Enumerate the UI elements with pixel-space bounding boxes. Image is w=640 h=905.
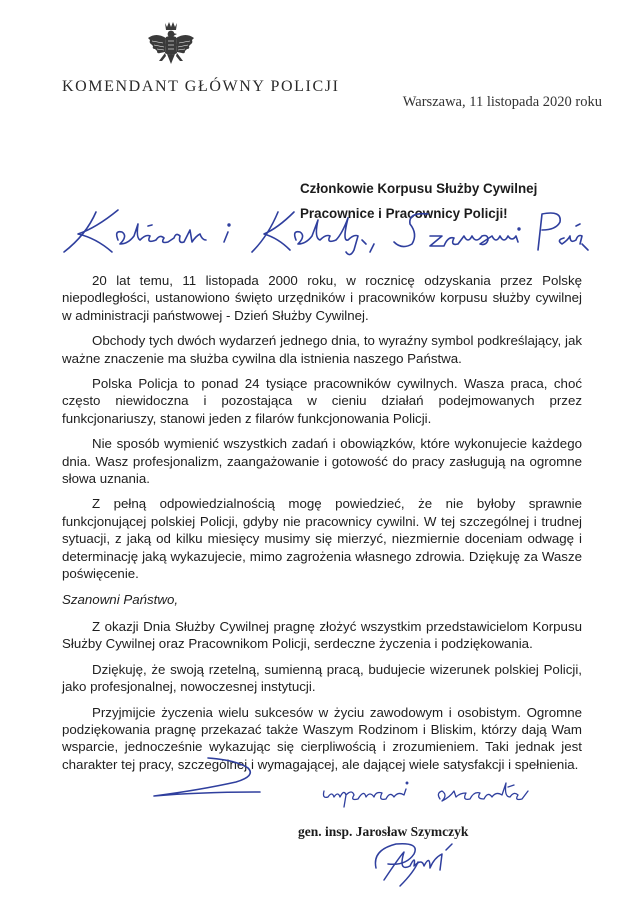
addressee-line-2: Pracownice i Pracownicy Policji! (300, 206, 508, 221)
paragraph: Z okazji Dnia Służby Cywilnej pragnę złożyć wszystkim przedstawicielom Korpusu Służby Cywilnej oraz Pracownikom Policji, serdeczne życzenia i podziękowania. (62, 618, 582, 652)
signature (370, 836, 480, 896)
paragraph: Obchody tych dwóch wydarzeń jednego dnia, to wyraźny symbol podkreślający, jak ważne znaczenie ma służba cywilna dla istnienia naszego Państwa. (62, 333, 582, 366)
paragraph: 20 lat temu, 11 listopada 2000 roku, w rocznicę odzyskania przez Polskę niepodległości, ustanowiono święto urzędników i pracowników korpusu służby cywilnej w administracji państwowej - Dzień Służby Cywilnej. (62, 273, 582, 323)
paragraph: Dziękuję, że swoją rzetelną, sumienną pracą, budujecie wizerunek polskiej Policji, jako profesjonalnej, nowoczesnej instytucji. (62, 661, 582, 695)
place-and-date: Warszawa, 11 listopada 2020 roku (402, 94, 602, 110)
addressee-line-1: Członkowie Korpusu Służby Cywilnej (300, 181, 538, 196)
ink-flourish (140, 752, 290, 802)
handwritten-closing (318, 775, 558, 815)
paragraph: Polska Policja to ponad 24 tysiące pracowników cywilnych. Wasza praca, choć często niewidoczna i pozostająca w cieniu działań podejmowanych przez funkcjonariuszy, stanowi jeden z filarów funkcjonowania Policji. (62, 376, 582, 426)
paragraph: Z pełną odpowiedzialnością mogę powiedzieć, że nie byłoby sprawnie funkcjonującej polskiej Policji, gdyby nie pracownicy cywilni. W tej szczególnej i trudnej sytuacji, z jaką od kilku miesięcy musimy się mierzyć, niezmiernie doceniam odwagę i determinację jaką wykazujecie, mimo zagrożenia własnego zdrowia. Dziękuję za Wasze poświęcenie. (62, 496, 582, 582)
salutation: Szanowni Państwo, (62, 591, 179, 607)
handwritten-greeting (56, 200, 596, 262)
organization-name: KOMENDANT GŁÓWNY POLICJI (62, 78, 340, 95)
paragraph: Nie sposób wymienić wszystkich zadań i obowiązków, które wykonujecie każdego dnia. Wasz profesjonalizm, zaangażowanie i gotowość do pracy zasługują na ogromne słowa uznania. (62, 436, 582, 487)
letter-body (62, 272, 582, 781)
polish-eagle-emblem-icon (146, 20, 196, 74)
signatory-name: gen. insp. Jarosław Szymczyk (298, 824, 469, 839)
paragraph: Przyjmijcie życzenia wielu sukcesów w życiu zawodowym i osobistym. Ogromne podziękowania pragnę przekazać także Waszym Rodzinom i Bliskim, którzy dają Wam wsparcie, jednocześnie wykazując się cierpliwością i zrozumieniem. Taki jednak jest charakter tej pracy, szczególnej i wymagającej, ale dającej wiele satysfakcji i spełnienia. (62, 704, 582, 772)
